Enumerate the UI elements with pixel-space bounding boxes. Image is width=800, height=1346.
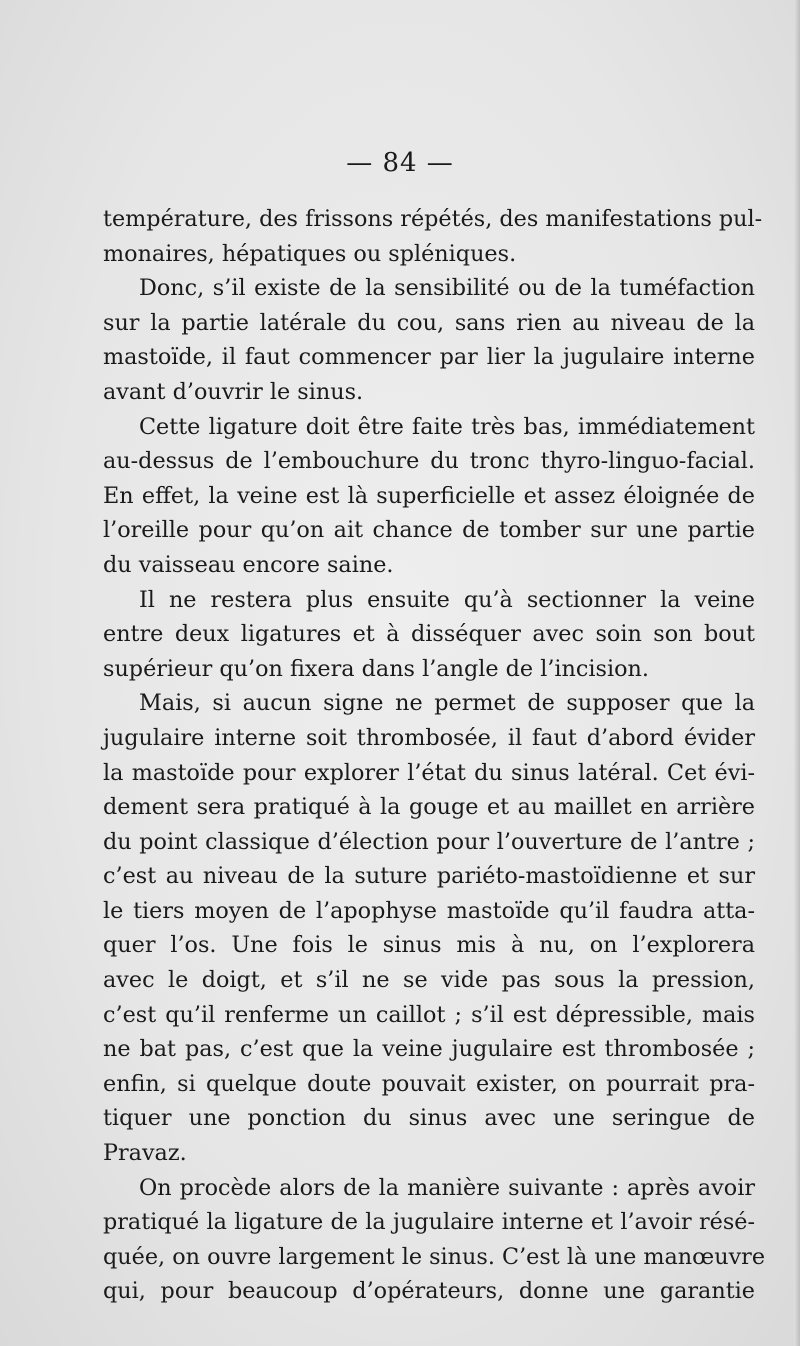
text-line: c’est au niveau de la suture pariéto-mastoïdienne et sur bbox=[103, 863, 755, 890]
page-number: — 84 — bbox=[346, 148, 454, 178]
text-line: l’oreille pour qu’on ait chance de tomber sur une partie bbox=[103, 517, 755, 544]
text-line: c’est qu’il renferme un caillot ; s’il est dépressible, mais bbox=[103, 1001, 755, 1028]
text-line: température, des frissons répétés, des manifestations pul- bbox=[103, 206, 763, 232]
text-line: avec le doigt, et s’il ne se vide pas sous la pression, bbox=[103, 967, 755, 994]
text-line: mastoïde, il faut commencer par lier la jugulaire interne bbox=[103, 344, 755, 371]
text-line: au-dessus de l’embouchure du tronc thyro-linguo-facial. bbox=[103, 448, 755, 475]
text-line: Mais, si aucun signe ne permet de supposer que la bbox=[139, 690, 755, 717]
text-line: pratiqué la ligature de la jugulaire interne et l’avoir résé- bbox=[103, 1209, 755, 1236]
text-line: quer l’os. Une fois le sinus mis à nu, on l’explorera bbox=[103, 932, 755, 959]
text-line: dement sera pratiqué à la gouge et au maillet en arrière bbox=[103, 794, 755, 821]
text-line: ne bat pas, c’est que la veine jugulaire est thrombosée ; bbox=[103, 1036, 755, 1063]
text-line: quée, on ouvre largement le sinus. C’est là une manœuvre bbox=[103, 1243, 766, 1270]
text-line: enfin, si quelque doute pouvait exister, on pourrait pra- bbox=[103, 1070, 755, 1097]
text-line: tiquer une ponction du sinus avec une seringue de bbox=[103, 1105, 755, 1132]
text-line: En effet, la veine est là superficielle et assez éloignée de bbox=[103, 482, 755, 509]
text-line: supérieur qu’on fixera dans l’angle de l’incision. bbox=[103, 655, 649, 682]
body-text bbox=[103, 202, 766, 1309]
text-line: qui, pour beaucoup d’opérateurs, donne une garantie bbox=[103, 1278, 755, 1305]
text-line: avant d’ouvrir le sinus. bbox=[103, 378, 364, 405]
text-line: Donc, s’il existe de la sensibilité ou de la tuméfaction bbox=[139, 275, 755, 302]
text-line: sur la partie latérale du cou, sans rien au niveau de la bbox=[103, 309, 755, 336]
page-edge-shadow bbox=[794, 0, 800, 1346]
text-line: le tiers moyen de l’apophyse mastoïde qu’il faudra atta- bbox=[103, 897, 755, 924]
text-line: jugulaire interne soit thrombosée, il faut d’abord évider bbox=[103, 724, 755, 751]
text-line: On procède alors de la manière suivante : après avoir bbox=[139, 1174, 755, 1201]
text-line: entre deux ligatures et à disséquer avec soin son bout bbox=[103, 621, 755, 648]
text-line: Cette ligature doit être faite très bas, immédiatement bbox=[139, 413, 755, 440]
text-line: Pravaz. bbox=[103, 1140, 187, 1167]
text-line: du point classique d’élection pour l’ouverture de l’antre ; bbox=[103, 828, 755, 855]
text-line: la mastoïde pour explorer l’état du sinus latéral. Cet évi- bbox=[103, 759, 755, 786]
text-line: monaires, hépatiques ou spléniques. bbox=[103, 240, 517, 267]
text-line: du vaisseau encore saine. bbox=[103, 551, 394, 578]
text-line: Il ne restera plus ensuite qu’à sectionner la veine bbox=[139, 586, 755, 613]
